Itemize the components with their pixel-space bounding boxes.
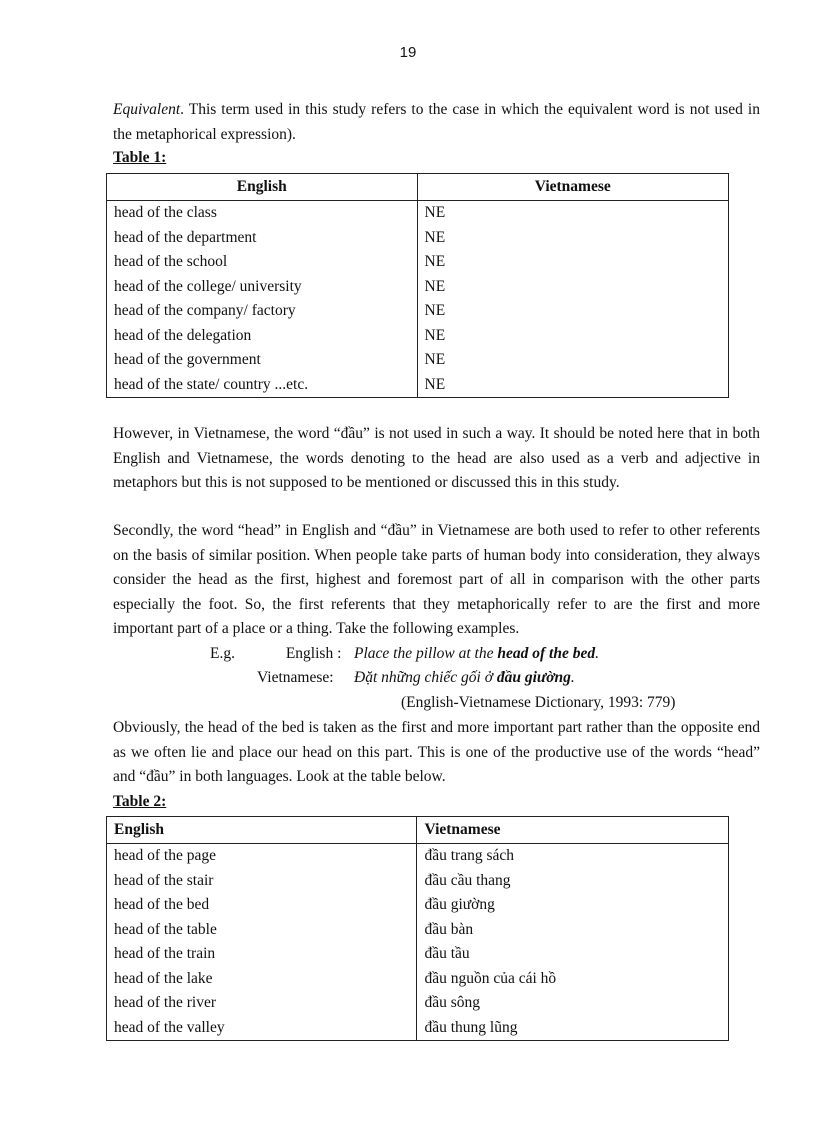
intro-text: . This term used in this study refers to the case in which the equivalent word is not used in the metaphorical expression).: [113, 101, 760, 143]
table1-cell-english: head of the school: [107, 250, 418, 275]
table1-cell-vietnamese: NE: [417, 275, 729, 300]
paragraph-2-text: Secondly, the word “head” in English and “đầu” in Vietnamese are both used to refer to other referents on the basis of similar position. When people take parts of human body into consideration, they always consider the head as the first, highest and foremost part of all in comparison with the other parts especially the foot. So, the first referents that they metaphorically refer to are the first and more important part of a place or a thing. Take the following examples.: [113, 522, 760, 637]
table-row: [107, 869, 729, 894]
example-english-end: .: [595, 645, 599, 662]
example-vietnamese-label: Vietnamese:: [257, 669, 334, 686]
table1-caption-wrap: [113, 148, 760, 168]
example-english-bold: head of the bed: [497, 645, 596, 662]
table1-cell-vietnamese: NE: [417, 250, 729, 275]
table1-cell-english: head of the college/ university: [107, 275, 418, 300]
table1-cell-english: head of the class: [107, 201, 418, 226]
table-row: [107, 942, 729, 967]
table-row: [107, 348, 729, 373]
table2-cell-vietnamese: đầu thung lũng: [417, 1016, 729, 1041]
example-vietnamese-text: Đặt những chiếc gối ở: [354, 669, 497, 686]
table-row: [107, 201, 729, 226]
example-vietnamese-end: .: [570, 669, 575, 686]
table1-cell-vietnamese: NE: [417, 226, 729, 251]
table2-cell-vietnamese: đầu trang sách: [417, 844, 729, 869]
table1-cell-vietnamese: NE: [417, 201, 729, 226]
table1-header-vietnamese: Vietnamese: [417, 174, 729, 201]
table1: [106, 173, 729, 398]
paragraph-2: [113, 519, 760, 642]
table2-cell-english: head of the train: [107, 942, 417, 967]
table2-header-row: [107, 817, 729, 844]
table1-cell-english: head of the department: [107, 226, 418, 251]
intro-term: Equivalent: [113, 101, 181, 118]
table1-cell-vietnamese: NE: [417, 373, 729, 398]
table2-cell-vietnamese: đầu nguồn của cái hồ: [417, 967, 729, 992]
example-english-text: Place the pillow at the: [354, 645, 498, 662]
table2-cell-english: head of the page: [107, 844, 417, 869]
page-number: 19: [399, 44, 417, 61]
table2-header-vietnamese: Vietnamese: [417, 817, 729, 844]
table1-cell-english: head of the delegation: [107, 324, 418, 349]
table-row: [107, 1016, 729, 1041]
table-row: [107, 991, 729, 1016]
paragraph-1: [113, 422, 760, 496]
paragraph-1-text: However, in Vietnamese, the word “đầu” is not used in such a way. It should be noted here that in both English and Vietnamese, the words denoting to the head are also used as a verb and adjective in metaphors but this is not supposed to be mentioned or discussed this in this study.: [113, 425, 760, 491]
table1-cell-vietnamese: NE: [417, 299, 729, 324]
table1-caption: Table 1:: [113, 149, 167, 166]
paragraph-3: [113, 716, 760, 790]
table-row: [107, 893, 729, 918]
intro-paragraph: [113, 98, 760, 147]
table2-cell-english: head of the river: [107, 991, 417, 1016]
table2-cell-english: head of the table: [107, 918, 417, 943]
table1-header-english: English: [107, 174, 418, 201]
table-row: [107, 299, 729, 324]
table-row: [107, 250, 729, 275]
table1-cell-english: head of the company/ factory: [107, 299, 418, 324]
table2-cell-vietnamese: đầu cầu thang: [417, 869, 729, 894]
table2-cell-english: head of the valley: [107, 1016, 417, 1041]
table2-header-english: English: [107, 817, 417, 844]
table2-cell-english: head of the stair: [107, 869, 417, 894]
table1-cell-vietnamese: NE: [417, 324, 729, 349]
table1-header-row: [107, 174, 729, 201]
table1-cell-english: head of the government: [107, 348, 418, 373]
table-row: [107, 275, 729, 300]
table2-cell-english: head of the lake: [107, 967, 417, 992]
table-row: [107, 373, 729, 398]
table-row: [107, 226, 729, 251]
table-row: [107, 918, 729, 943]
table-row: [107, 844, 729, 869]
table-row: [107, 324, 729, 349]
table2-caption-wrap: [113, 792, 760, 812]
example-english-sentence: [354, 642, 599, 667]
example-vietnamese-bold: đầu giường: [496, 669, 571, 686]
example-english-label: English :: [285, 645, 342, 662]
table2-cell-vietnamese: đầu giường: [417, 893, 729, 918]
paragraph-3-text: Obviously, the head of the bed is taken as the first and more important part rather than the opposite end as we often lie and place our head on this part. This is one of the productive use of the words “head” and “đầu” in both languages. Look at the table below.: [113, 719, 760, 785]
example-marker: E.g.: [210, 645, 235, 662]
table2-caption: Table 2:: [113, 793, 167, 810]
table2-cell-vietnamese: đầu bàn: [417, 918, 729, 943]
table-row: [107, 967, 729, 992]
table2-cell-english: head of the bed: [107, 893, 417, 918]
table2-cell-vietnamese: đầu tầu: [417, 942, 729, 967]
table1-cell-english: head of the state/ country ...etc.: [107, 373, 418, 398]
table2-cell-vietnamese: đầu sông: [417, 991, 729, 1016]
example-vietnamese-sentence: [354, 666, 575, 691]
table2: [106, 816, 729, 1041]
example-english-line: [210, 642, 341, 667]
table1-cell-vietnamese: NE: [417, 348, 729, 373]
example-citation: (English-Vietnamese Dictionary, 1993: 779): [401, 694, 676, 711]
